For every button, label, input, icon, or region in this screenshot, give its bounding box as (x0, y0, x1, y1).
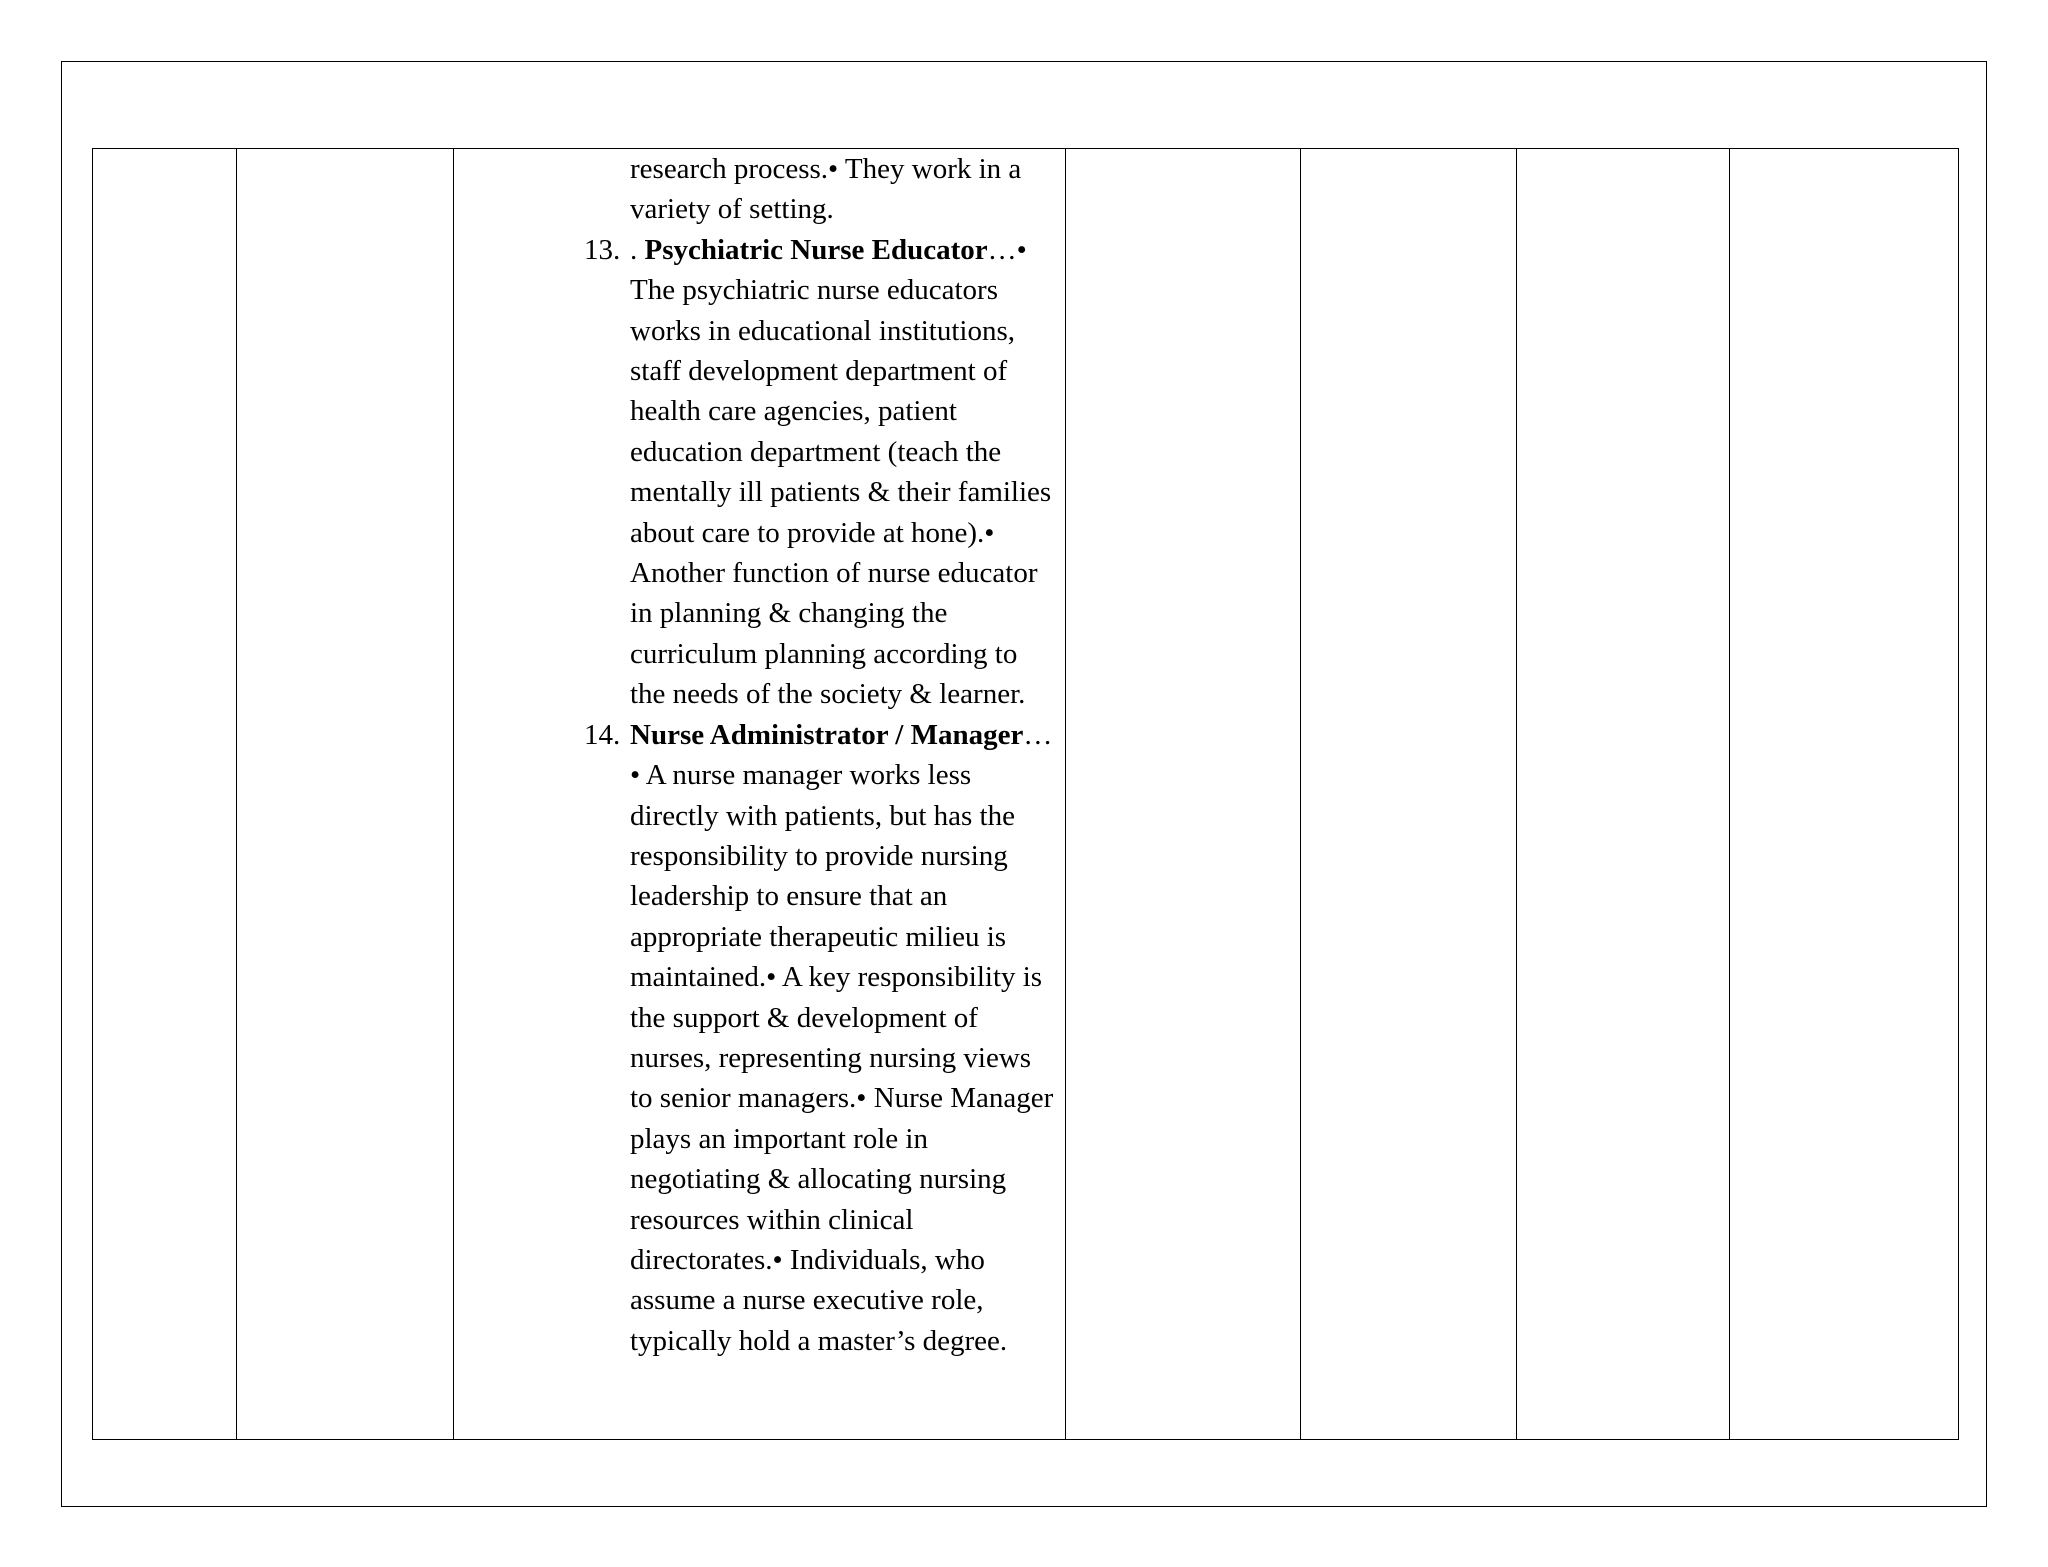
table-cell-7 (1730, 149, 1959, 1440)
item-ellipsis: …• (987, 233, 1027, 266)
item-title: Nurse Administrator / Manager (630, 718, 1024, 751)
table-cell-6 (1517, 149, 1730, 1440)
item-title: Psychiatric Nurse Educator (644, 233, 988, 266)
item-number: 14. (584, 718, 621, 751)
roles-list (584, 149, 1060, 1361)
item-number: 13. (584, 233, 621, 266)
content-cell (454, 149, 1066, 1440)
continued-text: research process.• They work in a variety of setting. (630, 153, 1022, 226)
item-body: The psychiatric nurse educators works in educational institutions, staff development department of health care agencies, patient education department (teach the mentally ill patients & their families about care to provide at hone).• Another function of nurse educator in planning & changing the curriculum planning according to the needs of the society & learner. (630, 274, 1052, 711)
item-prefix: . (630, 233, 645, 266)
item-ellipsis: …• (630, 718, 1053, 792)
list-item (584, 715, 1060, 1362)
table-cell-2 (237, 149, 454, 1440)
table-cell-1 (93, 149, 237, 1440)
document-table (92, 148, 1959, 1440)
table-cell-5 (1301, 149, 1517, 1440)
table-row (93, 149, 1959, 1440)
table-cell-4 (1066, 149, 1301, 1440)
item-body: A nurse manager works less directly with patients, but has the responsibility to provide nursing leadership to ensure that an appropriate therapeutic milieu is maintained.• A key responsibility is the support & development of nurses, representing nursing views to senior managers.• Nurse Manager plays an important role in negotiating & allocating nursing resources within clinical directorates.• Individuals, who assume a nurse executive role, typically hold a master’s degree. (630, 759, 1054, 1357)
list-item (584, 230, 1060, 715)
